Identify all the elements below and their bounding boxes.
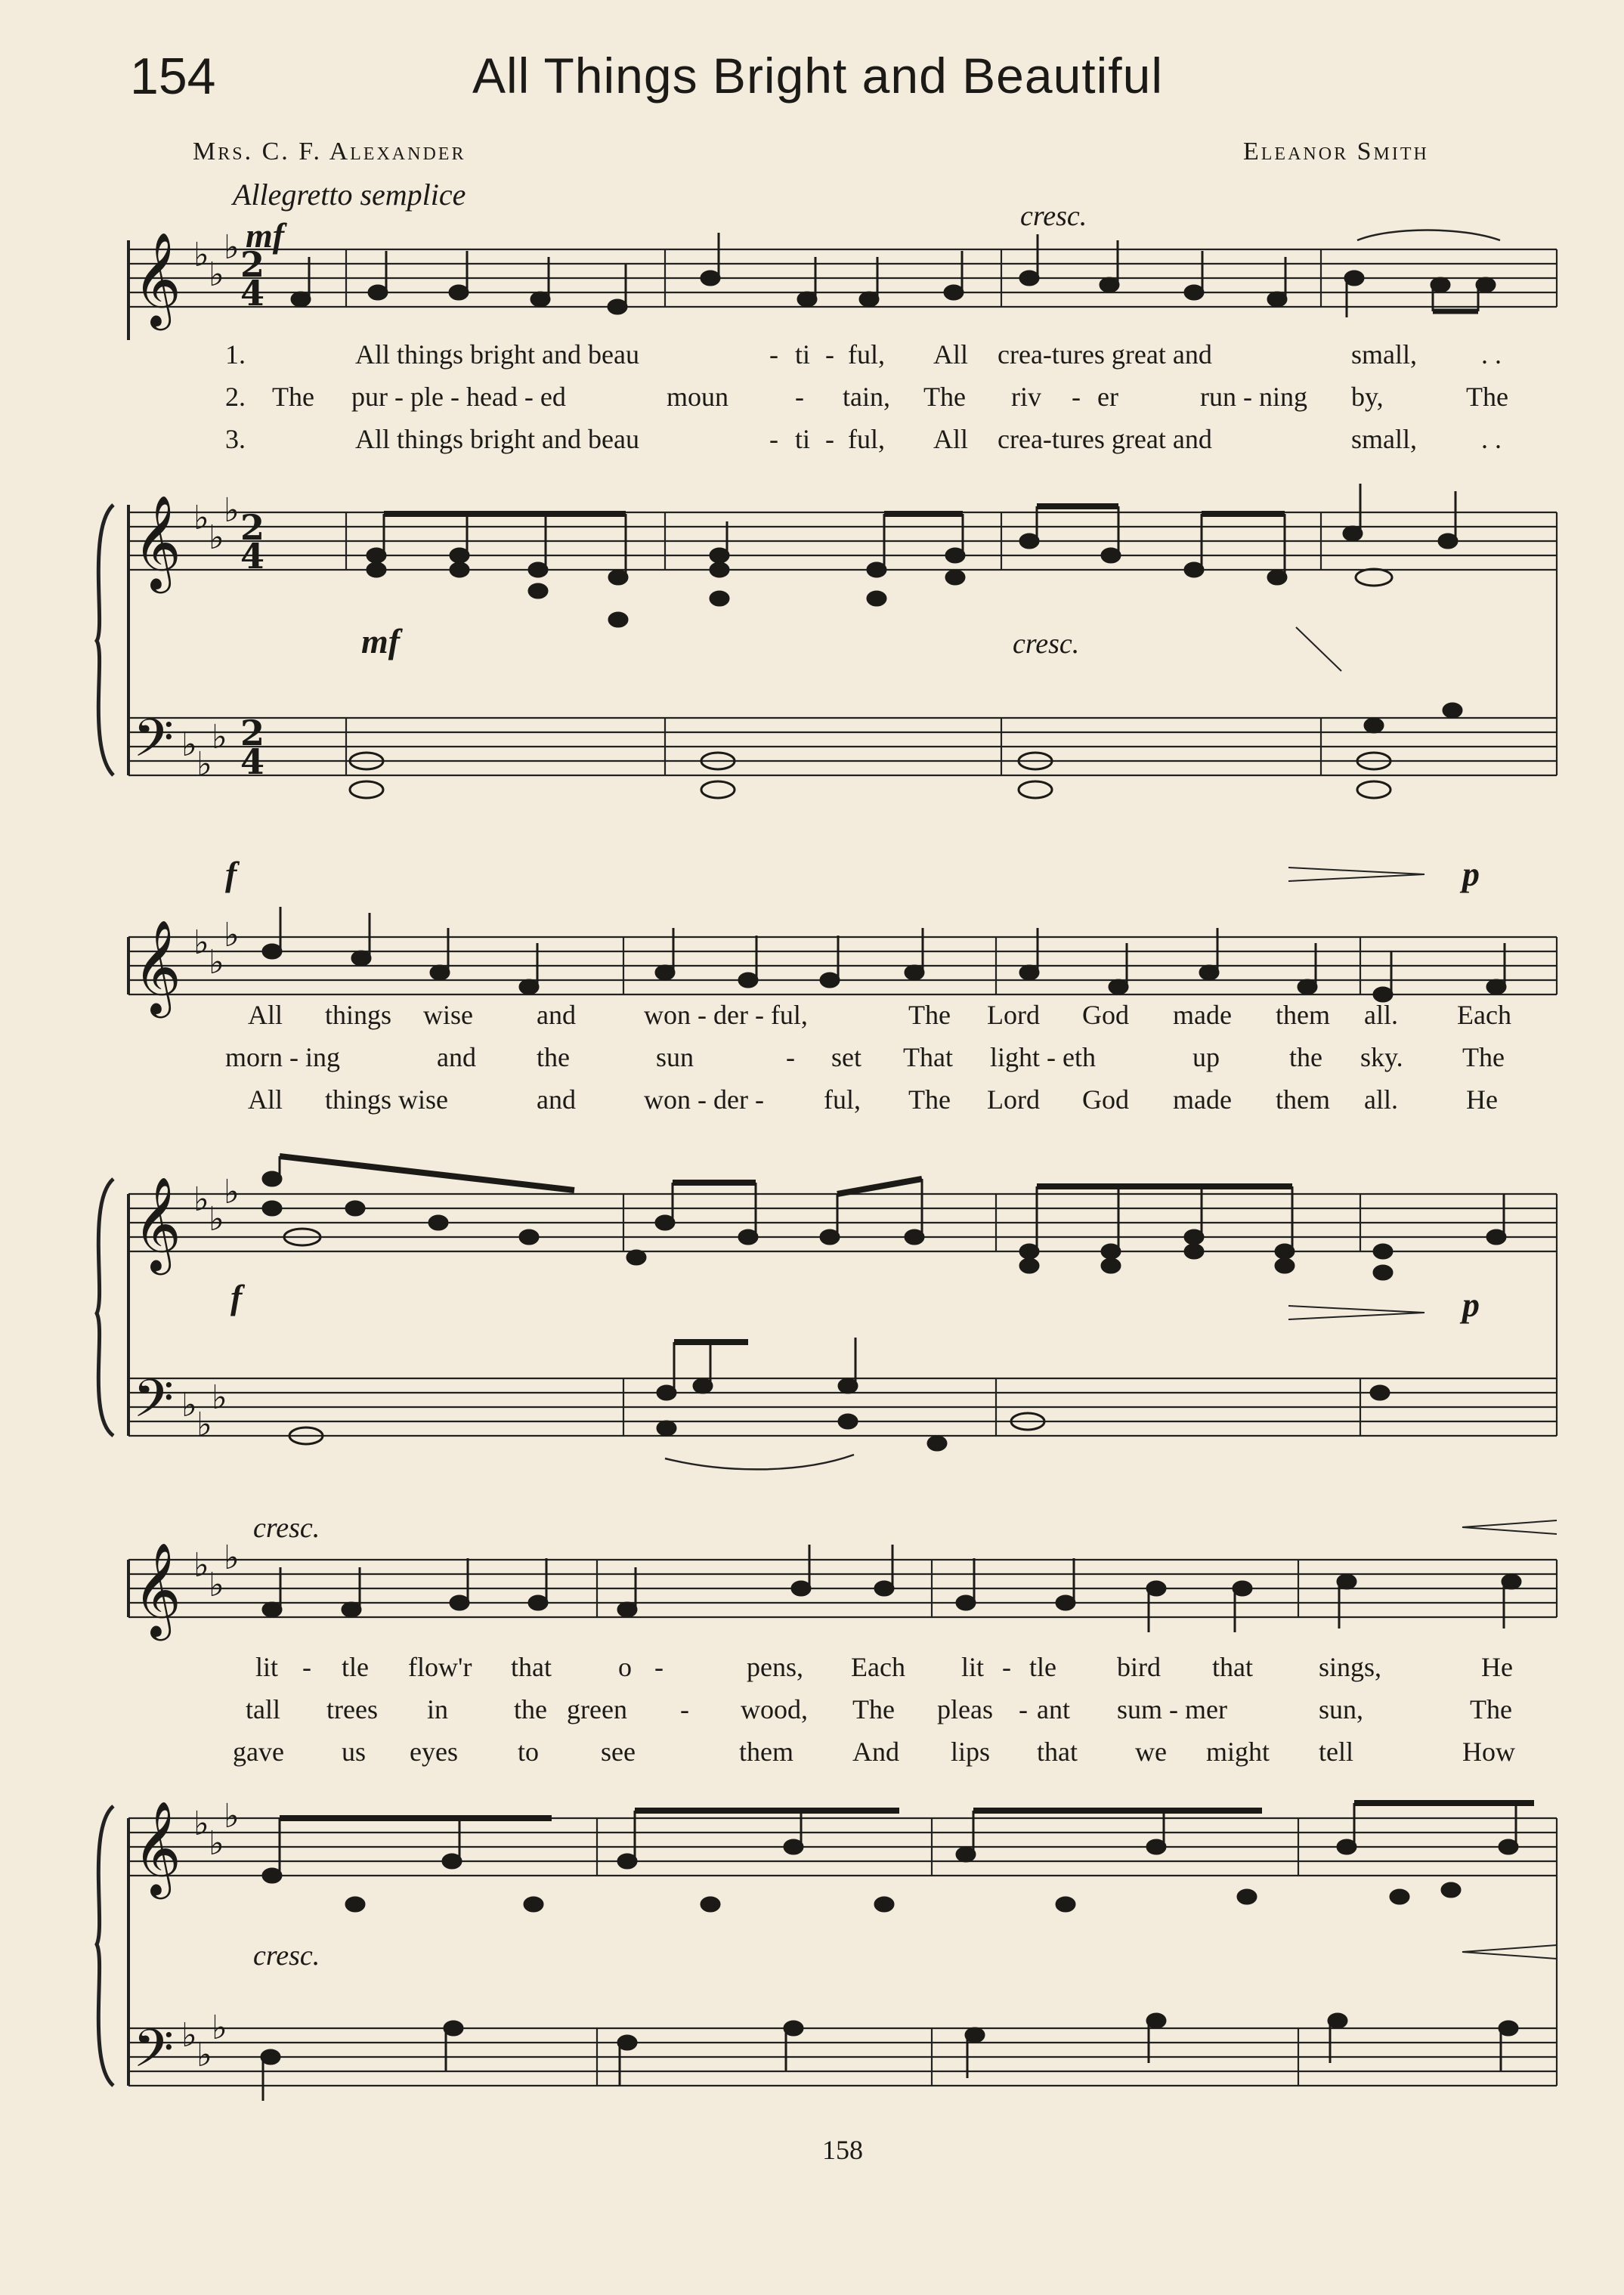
lyric: light - eth bbox=[990, 1042, 1096, 1072]
lyric: sun bbox=[656, 1042, 694, 1072]
lyric: The bbox=[272, 382, 314, 412]
lyric: - bbox=[1072, 382, 1081, 412]
lyric: all. bbox=[1364, 1084, 1398, 1115]
lyric: God bbox=[1082, 1084, 1129, 1115]
hymn-number: 154 bbox=[130, 48, 216, 105]
lyric: tell bbox=[1319, 1737, 1353, 1767]
lyric: that bbox=[511, 1652, 552, 1682]
lyric: bird bbox=[1117, 1652, 1161, 1682]
lyric: The bbox=[852, 1694, 895, 1724]
lyric: that bbox=[1212, 1652, 1253, 1682]
svg-text:♭: ♭ bbox=[212, 2009, 227, 2047]
treble-clef-icon bbox=[133, 920, 181, 1018]
svg-text:𝄢: 𝄢 bbox=[133, 2018, 175, 2092]
lyric: flow'r bbox=[408, 1652, 472, 1682]
lyric: And bbox=[852, 1737, 899, 1767]
bass-clef-icon bbox=[133, 2018, 174, 2092]
lyric: sun, bbox=[1319, 1694, 1364, 1724]
svg-text:♭: ♭ bbox=[209, 1824, 224, 1863]
svg-text:♭: ♭ bbox=[224, 1539, 240, 1577]
cresc-marking: cresc. bbox=[1020, 200, 1087, 232]
svg-text:♭: ♭ bbox=[196, 2036, 212, 2074]
lyric: The bbox=[1462, 1042, 1505, 1072]
lyric: things wise bbox=[325, 1084, 449, 1115]
svg-text:𝄞: 𝄞 bbox=[133, 495, 181, 589]
svg-text:♭: ♭ bbox=[196, 1406, 212, 1444]
lyric: by, bbox=[1351, 382, 1384, 412]
treble-clef-icon bbox=[133, 232, 181, 330]
lyric: see bbox=[601, 1737, 636, 1767]
svg-text:♭: ♭ bbox=[224, 228, 240, 267]
lyric: - bbox=[654, 1652, 664, 1682]
lyric: - bbox=[825, 424, 834, 454]
svg-text:𝄞: 𝄞 bbox=[133, 232, 181, 326]
lyric: . . bbox=[1481, 339, 1502, 370]
lyric: The bbox=[1470, 1694, 1512, 1724]
lyric: to bbox=[518, 1737, 540, 1767]
svg-text:2: 2 bbox=[240, 713, 265, 753]
system2-bass-notes bbox=[289, 1338, 1389, 1450]
svg-text:♭: ♭ bbox=[193, 236, 209, 274]
svg-text:♭: ♭ bbox=[209, 1200, 224, 1239]
dynamic-f: f bbox=[230, 1278, 243, 1316]
dynamic-mf: mf bbox=[361, 622, 401, 660]
bass-clef-icon bbox=[133, 707, 174, 781]
time-signature bbox=[240, 244, 264, 782]
svg-text:♭: ♭ bbox=[181, 2016, 197, 2055]
lyric: them bbox=[1276, 1000, 1330, 1030]
system2-piano-bass bbox=[97, 1179, 1557, 1436]
lyric: All things bright and beau bbox=[355, 339, 639, 370]
lyric: pleas bbox=[937, 1694, 993, 1724]
svg-text:♭: ♭ bbox=[209, 1566, 224, 1604]
lyric: crea-tures great and bbox=[998, 424, 1212, 454]
svg-text:𝄞: 𝄞 bbox=[133, 1801, 181, 1895]
lyric: won - der - ful, bbox=[644, 1000, 808, 1030]
lyric: ti bbox=[795, 424, 811, 454]
system1-melody bbox=[292, 233, 1495, 317]
lyric: - bbox=[825, 339, 834, 370]
lyric: them bbox=[1276, 1084, 1330, 1115]
svg-text:♭: ♭ bbox=[193, 499, 209, 537]
lyric: All bbox=[248, 1000, 283, 1030]
svg-text:𝄢: 𝄢 bbox=[133, 1368, 175, 1442]
lyric: us bbox=[342, 1737, 367, 1767]
system3-piano-treble bbox=[128, 1818, 1557, 2086]
lyric: that bbox=[1037, 1737, 1078, 1767]
lyric: lit bbox=[961, 1652, 985, 1682]
lyric: - bbox=[769, 424, 778, 454]
cresc-marking: cresc. bbox=[253, 1512, 320, 1544]
svg-text:4: 4 bbox=[240, 273, 265, 314]
lyric: moun bbox=[667, 382, 729, 412]
system2-voice-staff bbox=[128, 937, 1557, 994]
lyric: sum - mer bbox=[1117, 1694, 1227, 1724]
svg-text:♭: ♭ bbox=[193, 1546, 209, 1585]
lyric: All bbox=[933, 339, 969, 370]
lyric: small, bbox=[1351, 424, 1417, 454]
lyric: ant bbox=[1037, 1694, 1070, 1724]
verse-number: 1. bbox=[225, 339, 246, 370]
lyric: All bbox=[933, 424, 969, 454]
lyric: tain, bbox=[843, 382, 890, 412]
system2-piano-chords bbox=[263, 1156, 1505, 1279]
svg-text:♭: ♭ bbox=[181, 725, 197, 764]
lyric: things bbox=[325, 1000, 392, 1030]
lyric: we bbox=[1135, 1737, 1167, 1767]
dynamic-p: p bbox=[1462, 1285, 1480, 1324]
lyric: Lord bbox=[987, 1084, 1040, 1115]
lyric: - bbox=[1002, 1652, 1011, 1682]
lyric: and bbox=[437, 1042, 476, 1072]
lyric: He bbox=[1481, 1652, 1513, 1682]
lyric: - bbox=[302, 1652, 311, 1682]
lyric: tle bbox=[1029, 1652, 1056, 1682]
lyric: The bbox=[923, 382, 966, 412]
lyric: - bbox=[786, 1042, 795, 1072]
svg-text:♭: ♭ bbox=[209, 518, 224, 557]
lyric: Lord bbox=[987, 1000, 1040, 1030]
system1-piano-treble bbox=[128, 512, 1557, 775]
lyric: er bbox=[1097, 382, 1118, 412]
lyric: The bbox=[1466, 382, 1508, 412]
svg-text:2: 2 bbox=[240, 244, 265, 285]
lyric: made bbox=[1173, 1000, 1232, 1030]
bass-clef-icon bbox=[133, 1368, 174, 1442]
lyric: The bbox=[908, 1084, 951, 1115]
dynamic-p: p bbox=[1462, 855, 1480, 893]
treble-clef-icon bbox=[133, 495, 181, 593]
lyric: - bbox=[795, 382, 804, 412]
lyric: pens, bbox=[747, 1652, 803, 1682]
lyric: wise bbox=[423, 1000, 473, 1030]
lyric: ful, bbox=[848, 424, 885, 454]
lyric: won - der - bbox=[644, 1084, 764, 1115]
lyric: the bbox=[537, 1042, 570, 1072]
lyric: up bbox=[1192, 1042, 1220, 1072]
svg-text:2: 2 bbox=[240, 507, 265, 548]
svg-text:♭: ♭ bbox=[193, 1805, 209, 1843]
lyric: How bbox=[1462, 1737, 1515, 1767]
lyric: That bbox=[903, 1042, 953, 1072]
svg-text:𝄞: 𝄞 bbox=[133, 920, 181, 1014]
hymn-title: All Things Bright and Beautiful bbox=[472, 48, 1163, 104]
composer-credit: Eleanor Smith bbox=[1243, 138, 1429, 165]
lyric: eyes bbox=[410, 1737, 458, 1767]
lyric: the bbox=[514, 1694, 547, 1724]
lyric: morn - ing bbox=[225, 1042, 340, 1072]
lyric: and bbox=[537, 1084, 576, 1115]
lyric: - bbox=[1019, 1694, 1028, 1724]
lyric: sky. bbox=[1360, 1042, 1403, 1072]
svg-text:♭: ♭ bbox=[224, 916, 240, 954]
svg-text:4: 4 bbox=[240, 741, 265, 782]
system2-piano-treble bbox=[128, 1194, 1557, 1436]
svg-text:♭: ♭ bbox=[209, 943, 224, 982]
lyric: tle bbox=[342, 1652, 369, 1682]
cresc-marking: cresc. bbox=[253, 1940, 320, 1972]
lyric: crea-tures great and bbox=[998, 339, 1212, 370]
lyric: God bbox=[1082, 1000, 1129, 1030]
svg-text:♭: ♭ bbox=[196, 745, 212, 784]
svg-text:♭: ♭ bbox=[209, 255, 224, 294]
lyric: pur - ple - head - ed bbox=[351, 382, 566, 412]
lyric: Each bbox=[851, 1652, 905, 1682]
lyric: in bbox=[427, 1694, 449, 1724]
lyric: set bbox=[831, 1042, 861, 1072]
lyric: All things bright and beau bbox=[355, 424, 639, 454]
lyric: ful, bbox=[848, 339, 885, 370]
svg-text:♭: ♭ bbox=[224, 491, 240, 530]
verse-number: 2. bbox=[225, 382, 246, 412]
lyric: made bbox=[1173, 1084, 1232, 1115]
lyric: He bbox=[1466, 1084, 1498, 1115]
lyric: o bbox=[618, 1652, 632, 1682]
svg-text:𝄢: 𝄢 bbox=[133, 707, 175, 781]
lyric: ful, bbox=[824, 1084, 861, 1115]
lyric: and bbox=[537, 1000, 576, 1030]
lyricist-credit: Mrs. C. F. Alexander bbox=[193, 138, 466, 165]
lyric: - bbox=[769, 339, 778, 370]
svg-text:♭: ♭ bbox=[193, 1180, 209, 1219]
system1-piano-bass bbox=[97, 505, 1557, 775]
svg-text:♭: ♭ bbox=[193, 923, 209, 962]
lyric: all. bbox=[1364, 1000, 1398, 1030]
treble-clef-icon bbox=[133, 1801, 181, 1899]
dynamic-mf: mf bbox=[246, 216, 285, 255]
dynamic-f: f bbox=[225, 855, 237, 893]
svg-text:♭: ♭ bbox=[212, 1378, 227, 1417]
lyric: . . bbox=[1481, 424, 1502, 454]
lyric: The bbox=[908, 1000, 951, 1030]
svg-text:𝄞: 𝄞 bbox=[133, 1177, 181, 1271]
cresc-marking: cresc. bbox=[1013, 628, 1080, 660]
lyric: them bbox=[739, 1737, 793, 1767]
svg-text:4: 4 bbox=[240, 536, 265, 577]
lyric: sings, bbox=[1319, 1652, 1382, 1682]
lyric: small, bbox=[1351, 339, 1417, 370]
page-number: 158 bbox=[822, 2135, 863, 2165]
svg-text:♭: ♭ bbox=[224, 1173, 240, 1211]
lyric: green bbox=[567, 1694, 627, 1724]
lyric: lit bbox=[255, 1652, 279, 1682]
svg-text:♭: ♭ bbox=[212, 718, 227, 756]
system2-melody bbox=[263, 907, 1505, 1001]
lyric: Each bbox=[1457, 1000, 1511, 1030]
lyric: ti bbox=[795, 339, 811, 370]
lyric: riv bbox=[1011, 382, 1041, 412]
lyric: run - ning bbox=[1200, 382, 1307, 412]
tempo-marking: Allegretto semplice bbox=[233, 178, 466, 212]
lyric: gave bbox=[233, 1737, 284, 1767]
lyric: lips bbox=[951, 1737, 991, 1767]
lyric: All bbox=[248, 1084, 283, 1115]
lyric: might bbox=[1206, 1737, 1270, 1767]
lyric: the bbox=[1289, 1042, 1322, 1072]
treble-clef-icon bbox=[133, 1177, 181, 1275]
svg-text:𝄞: 𝄞 bbox=[133, 1542, 181, 1637]
svg-text:♭: ♭ bbox=[181, 1386, 197, 1424]
system1-voice-staff bbox=[128, 240, 1557, 340]
lyric: tall bbox=[246, 1694, 280, 1724]
lyric: trees bbox=[326, 1694, 378, 1724]
lyric: wood, bbox=[741, 1694, 808, 1724]
system3-piano-chords bbox=[263, 1803, 1534, 1911]
verse-number: 3. bbox=[225, 424, 246, 454]
treble-clef-icon bbox=[133, 1542, 181, 1641]
lyric: - bbox=[680, 1694, 689, 1724]
svg-text:♭: ♭ bbox=[224, 1797, 240, 1836]
